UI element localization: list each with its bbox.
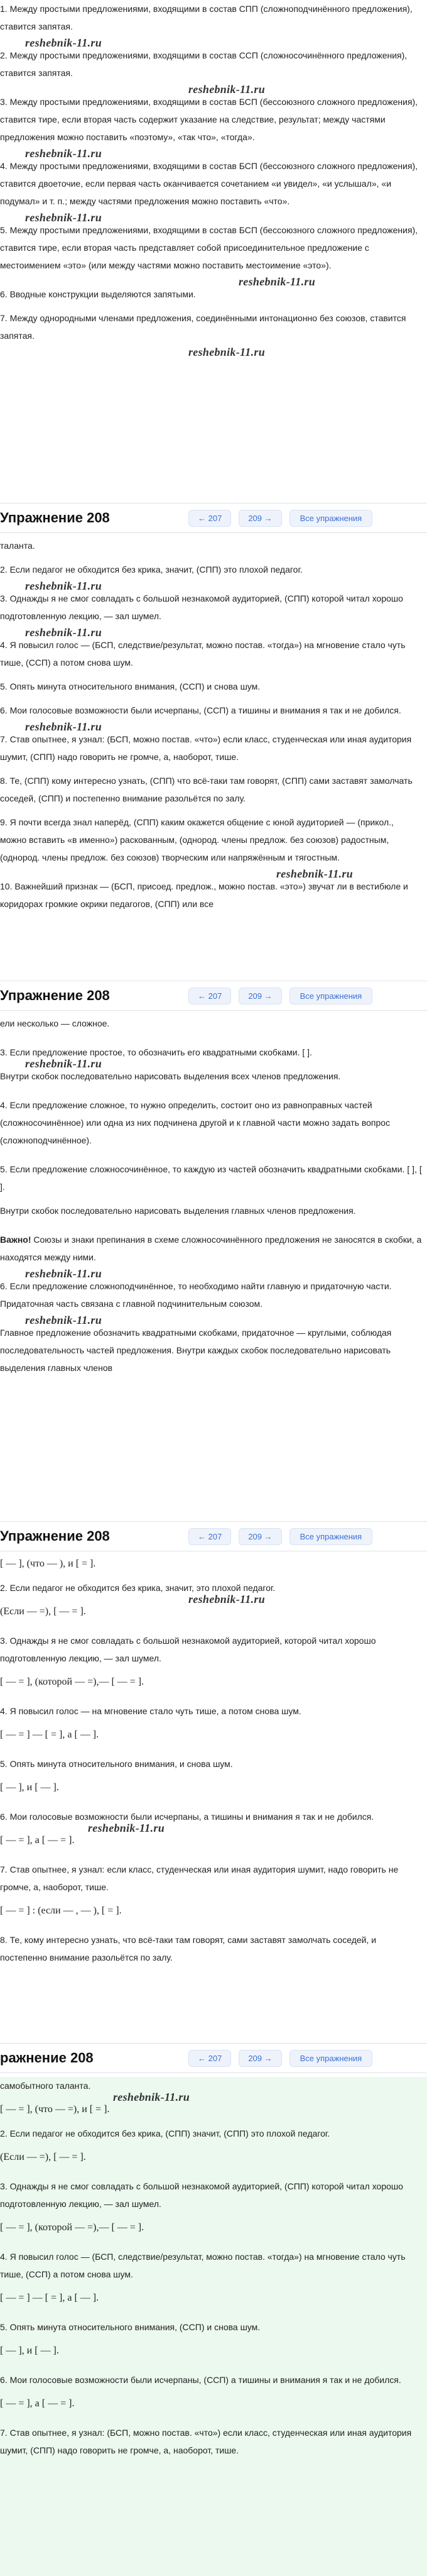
sentence-line: 8. Те, кому интересно узнать, что всё-таки там говорят, сами заставят замолчать соседей, и постепенно внимание разольётся по залу. (0, 1935, 377, 1962)
answer-line: 8. Те, (СПП) кому интересно узнать, (СПП) что всё-таки там говорят, (СПП) сами заставят замолчать соседей, (СПП) и постепенно внимание разольётся по залу. (0, 776, 413, 803)
exercise-nav (188, 510, 372, 527)
prev-exercise-button[interactable]: ← 207 (188, 988, 231, 1005)
all-exercises-button[interactable]: Все упражнения (289, 1528, 373, 1545)
answer-line: 3. Однажды я не смог совладать с большой незнакомой аудиторией, (СПП) которой читал хорошо подготовленную лекцию, — зал шумел. (0, 593, 403, 621)
next-exercise-button[interactable]: 209 → (239, 988, 281, 1005)
rule-item: 2. Между простыми предложениями, входящими в состав ССП (сложносочинённого предложения), ставится запятая. (0, 50, 408, 78)
watermark: reshebnik-11.ru (188, 83, 266, 96)
watermark: reshebnik-11.ru (25, 211, 102, 224)
watermark: reshebnik-11.ru (188, 1593, 266, 1605)
rule-item: 5. Между простыми предложениями, входящими в состав БСП (бессоюзного сложного предложения), ставится тире, если вторая часть представляет собой присоединительное предложение с местоимением «это» (или между частями можно поставить местоимение «это»). (0, 225, 418, 270)
scheme-line: [ — = ], а [ — = ]. (0, 2398, 75, 2409)
important-label: Важно! (0, 1235, 31, 1245)
prev-exercise-button[interactable]: ← 207 (188, 2050, 231, 2067)
exercise-header (0, 981, 427, 1011)
rule-item: 7. Между однородными членами предложения, соединёнными интонационно без союзов, ставится запятая. (0, 313, 406, 341)
answer-line: 2. Если педагог не обходится без крика, значит, (СПП) это плохой педагог. (0, 564, 303, 575)
scheme-line: [ — = ] — [ = ], а [ — ]. (0, 1729, 99, 1740)
watermark: reshebnik-11.ru (25, 580, 102, 592)
answer-line: 9. Я почти всегда знал наперёд, (СПП) каким окажется общение с юной аудиторией — (прикол., можно вставить «в именно») раскованным, (однород. члены предлож. без союзов) радостным, (однород. члены предлож. без союзов) творческим или напряжённым и тягостным. (0, 817, 394, 862)
watermark: reshebnik-11.ru (25, 147, 102, 160)
prev-exercise-button[interactable]: ← 207 (188, 1528, 231, 1545)
highlighted-answer-panel (0, 2077, 427, 2576)
exercise-nav (188, 1528, 372, 1545)
instruction-line: Внутри скобок последовательно нарисовать выделения главных членов предложения. (0, 1206, 356, 1216)
instruction-line: 3. Если предложение простое, то обозначить его квадратными скобками. [ ]. (0, 1047, 312, 1057)
rule-item: 6. Вводные конструкции выделяются запятыми. (0, 289, 196, 299)
answer-line: 7. Став опытнее, я узнал: (БСП, можно постав. «что») если класс, студенческая или иная аудитория шумит, (СПП) надо говорить не громче, а, наоборот, тише. (0, 734, 412, 762)
answer-line: 2. Если педагог не обходится без крика, (СПП) значит, (СПП) это плохой педагог. (0, 2128, 330, 2138)
answer-line: самобытного таланта. (0, 2081, 91, 2091)
instruction-note (0, 1231, 427, 1266)
watermark: reshebnik-11.ru (113, 2091, 190, 2103)
scheme-line: [ — = ] : (если — , — ), [ = ]. (0, 1905, 122, 1916)
rule-item: 4. Между простыми предложениями, входящими в состав БСП (бессоюзного сложного предложения), ставится двоеточие, если первая часть оканчивается сочетанием «и увидел», «и услышал», «и подумал» и т. п.; между частями предложения можно поставить «что». (0, 161, 418, 206)
scheme-line: [ — ], и [ — ]. (0, 1782, 59, 1793)
all-exercises-button[interactable]: Все упражнения (289, 988, 373, 1005)
instruction-line: ели несколько — сложное. (0, 1018, 110, 1028)
watermark: reshebnik-11.ru (25, 720, 102, 733)
watermark: reshebnik-11.ru (88, 1822, 165, 1834)
important-text: Союзы и знаки препинания в схеме сложносочинённого предложения не заносятся в скобки, а находятся между ними. (0, 1235, 422, 1262)
answer-line: 3. Однажды я не смог совладать с большой незнакомой аудиторией, (СПП) которой читал хорошо подготовленную лекцию, — зал шумел. (0, 2181, 403, 2209)
watermark: reshebnik-11.ru (25, 36, 102, 49)
answer-line: 4. Я повысил голос — (БСП, следствие/результат, можно постав. «тогда») на мгновение стало чуть тише, (ССП) а потом снова шум. (0, 640, 406, 668)
exercise-nav (188, 988, 372, 1005)
watermark: reshebnik-11.ru (188, 346, 266, 358)
exercise-title: Упражнение 208 (0, 510, 110, 526)
exercise-title: Упражнение 208 (0, 988, 110, 1003)
watermark: reshebnik-11.ru (276, 867, 354, 880)
exercise-header (0, 2043, 427, 2073)
watermark: reshebnik-11.ru (25, 1267, 102, 1280)
scheme-line: [ — = ], (что — =), и [ = ]. (0, 2104, 110, 2115)
answer-line: 6. Мои голосовые возможности были исчерпаны, (ССП) а тишины и внимания я так и не добился. (0, 705, 401, 715)
answer-line: таланта. (0, 541, 35, 551)
scheme-line: [ — = ] — [ = ], а [ — ]. (0, 2293, 99, 2303)
all-exercises-button[interactable]: Все упражнения (289, 2050, 373, 2067)
scheme-line: (Если — =), [ — = ]. (0, 1606, 86, 1617)
instructions-panel (0, 1015, 427, 1521)
sentence-line: 4. Я повысил голос — на мгновение стало чуть тише, а потом снова шум. (0, 1706, 301, 1716)
rule-item: 1. Между простыми предложениями, входящими в состав СПП (сложноподчинённого предложения), ставится запятая. (0, 4, 413, 31)
next-exercise-button[interactable]: 209 → (239, 2050, 281, 2067)
answer-line: 6. Мои голосовые возможности были исчерпаны, (ССП) а тишины и внимания я так и не добился. (0, 2375, 401, 2385)
exercise-title: ражнение 208 (0, 2050, 94, 2066)
instruction-line: Главное предложение обозначить квадратными скобками, придаточное — круглыми, соблюдая последовательность частей предложения. Внутри каждых скобок последовательно нарисовать выделения главных членов (0, 1328, 392, 1373)
exercise-header (0, 1521, 427, 1551)
sentence-line: 2. Если педагог не обходится без крика, значит, это плохой педагог. (0, 1583, 276, 1593)
scheme-line: [ — = ], (которой — =),— [ — = ]. (0, 1676, 144, 1687)
scheme-line: (Если — =), [ — = ]. (0, 2152, 86, 2162)
answer-line: 10. Важнейший признак — (БСП, присоед. предлож., можно постав. «это») звучат ли в вестибюле и коридорах громкие окрики педагогов, (СПП) или все (0, 881, 408, 909)
answer-line: 5. Опять минута относительного внимания, (ССП) и снова шум. (0, 2322, 261, 2332)
prev-exercise-button[interactable]: ← 207 (188, 510, 231, 527)
sentence-line: 7. Став опытнее, я узнал: если класс, студенческая или иная аудитория шумит, надо говорить не громче, а, наоборот, тише. (0, 1864, 399, 1892)
scheme-line: [ — = ], а [ — = ]. (0, 1835, 75, 1846)
watermark: reshebnik-11.ru (25, 1057, 102, 1070)
scheme-line: [ — ], (что — ), и [ = ]. (0, 1558, 96, 1569)
watermark: reshebnik-11.ru (25, 1314, 102, 1326)
scheme-line: [ — ], и [ — ]. (0, 2345, 59, 2356)
exercise-header (0, 503, 427, 533)
all-exercises-button[interactable]: Все упражнения (289, 510, 373, 527)
instruction-line: 4. Если предложение сложное, то нужно определить, состоит оно из равноправных частей (сложносочинённое) или одна из них подчинена другой и к главной части можно задать вопрос (сложноподчинённое). (0, 1100, 391, 1145)
schemes-panel (0, 1555, 427, 2043)
answer-line: 5. Опять минута относительного внимания, (ССП) и снова шум. (0, 681, 261, 691)
next-exercise-button[interactable]: 209 → (239, 1528, 281, 1545)
answer-line: 4. Я повысил голос — (БСП, следствие/результат, можно постав. «тогда») на мгновение стало чуть тише, (ССП) а потом снова шум. (0, 2252, 406, 2279)
rule-item: 3. Между простыми предложениями, входящими в состав БСП (бессоюзного сложного предложения), ставится тире, если вторая часть содержит указание на следствие, результат; между частями предложения можно поставить «поэтому», «так что», «тогда». (0, 97, 418, 142)
scheme-line: [ — = ], (которой — =),— [ — = ]. (0, 2222, 144, 2233)
sentence-line: 3. Однажды я не смог совладать с большой незнакомой аудиторией, которой читал хорошо подготовленную лекцию, — зал шумел. (0, 1636, 376, 1663)
answer-panel (0, 537, 427, 981)
sentence-line: 5. Опять минута относительного внимания, и снова шум. (0, 1759, 233, 1769)
instruction-line: 6. Если предложение сложноподчинённое, то необходимо найти главную и придаточную части. Придаточная часть связана с главной подчинительным союзом. (0, 1281, 392, 1309)
watermark: reshebnik-11.ru (239, 275, 316, 288)
instruction-line: Внутри скобок последовательно нарисовать выделения всех членов предложения. (0, 1071, 341, 1081)
answer-line: 7. Став опытнее, я узнал: (БСП, можно постав. «что») если класс, студенческая или иная аудитория шумит, (СПП) надо говорить не громче, а, наоборот, тише. (0, 2428, 412, 2455)
instruction-line: 5. Если предложение сложносочинённое, то каждую из частей обозначить квадратными скобками. [ ], [ ]. (0, 1164, 422, 1192)
rules-panel (0, 0, 427, 503)
next-exercise-button[interactable]: 209 → (239, 510, 281, 527)
watermark: reshebnik-11.ru (25, 626, 102, 639)
sentence-line: 6. Мои голосовые возможности были исчерпаны, а тишины и внимания я так и не добился. (0, 1812, 374, 1822)
exercise-nav (188, 2050, 372, 2067)
exercise-title: Упражнение 208 (0, 1528, 110, 1544)
